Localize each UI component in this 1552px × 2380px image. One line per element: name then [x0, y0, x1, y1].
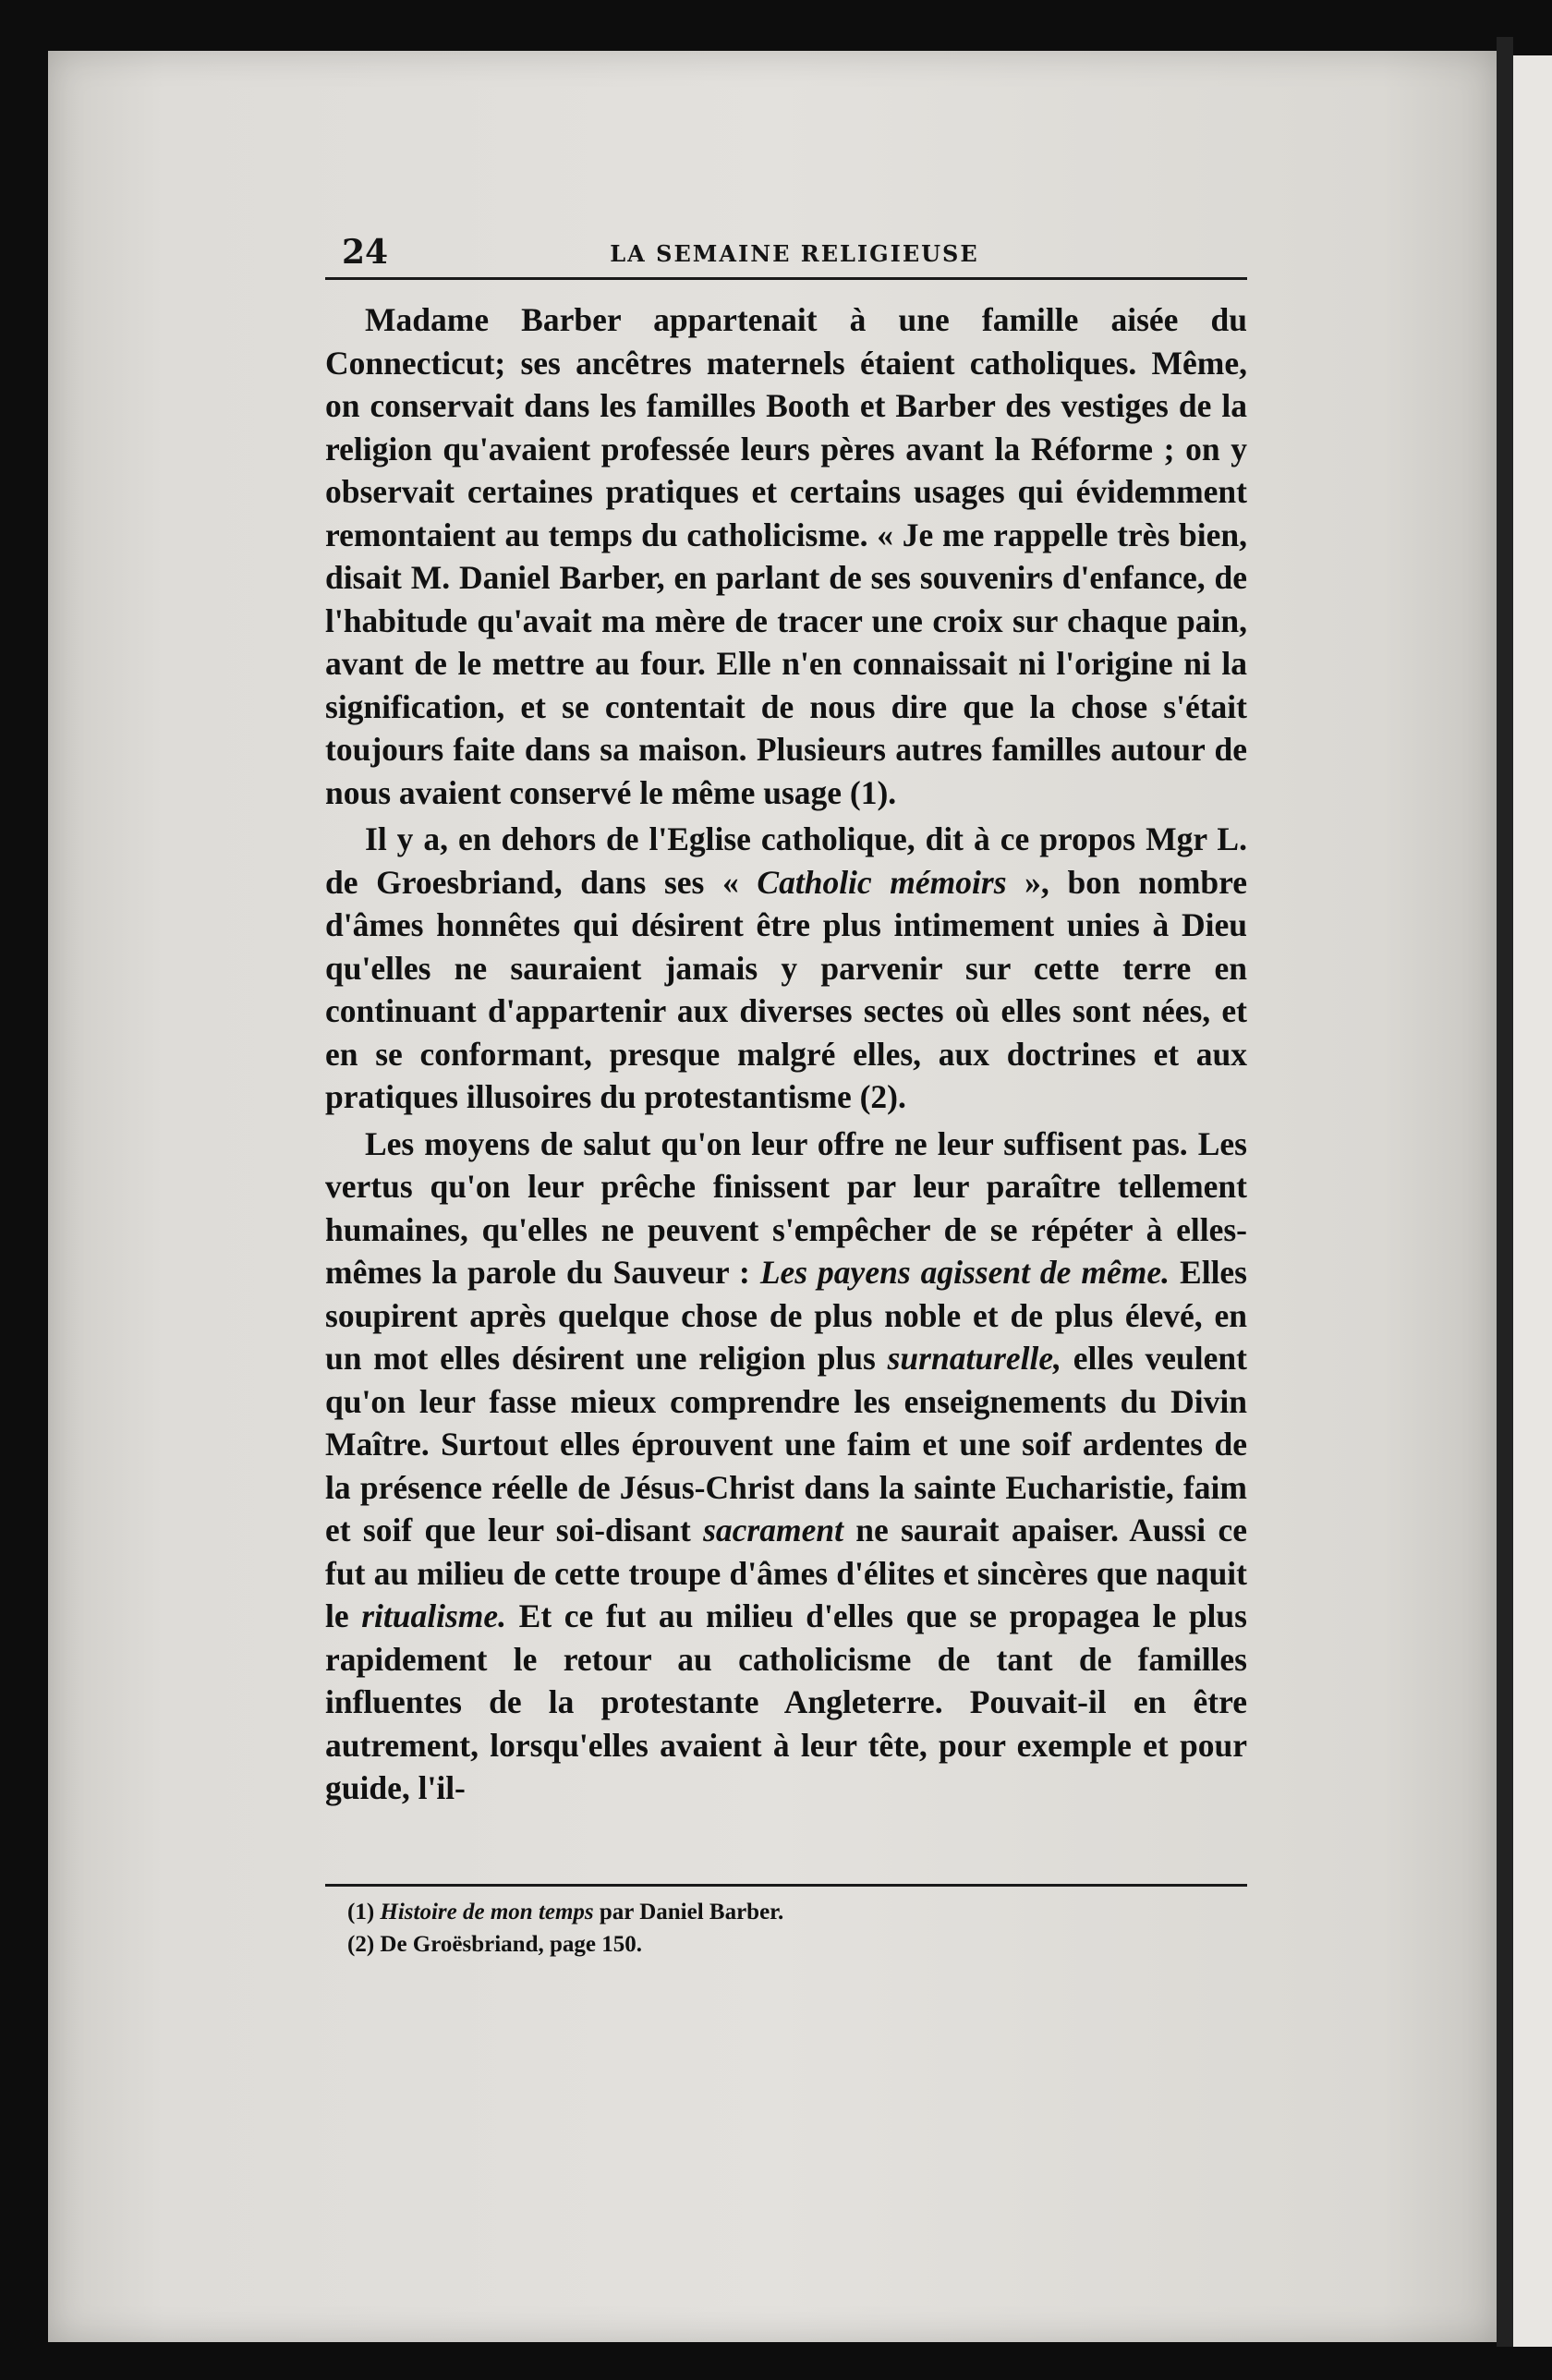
text-segment: elles veulent qu'on leur fasse mieux comprendre les enseignements du Divin Maître. Surtout elles éprouvent une faim et une soif ardentes de la présence réelle de Jésus-Christ dans la sainte Eucharistie, faim et soif que leur soi-disant	[325, 1340, 1247, 1548]
text-segment: par Daniel Barber.	[593, 1900, 784, 1925]
header-rule	[325, 277, 1247, 280]
text-segment: », bon nombre d'âmes honnêtes qui désirent être plus intimement unies à Dieu qu'elles ne sauraient jamais y parvenir sur cette terre en continuant d'appartenir aux diverses sectes où elles sont nées, et en se conformant, presque malgré elles, aux doctrines et aux pratiques illusoires du protestantisme (2).	[325, 863, 1248, 1115]
page-edge-shadow	[1497, 37, 1513, 2347]
footnote	[347, 1928, 1234, 1961]
italic-word: sacrament	[703, 1512, 843, 1548]
footnote	[347, 1896, 1234, 1928]
italic-title: Catholic mémoirs	[757, 863, 1007, 901]
text-segment: ne saurait apaiser. Aussi ce fut au milieu de cette troupe d'âmes d'élites et sincères que naquit le	[325, 1512, 1247, 1634]
italic-word: surnaturelle,	[887, 1340, 1062, 1377]
italic-title: Histoire de mon temps	[380, 1900, 594, 1925]
footnotes	[347, 1896, 1234, 1961]
body-text	[325, 298, 1247, 1810]
paragraph	[325, 818, 1247, 1119]
text-segment: Et ce fut au milieu d'elles que se propagea le plus rapidement le retour au catholicisme de tant de familles influentes de la protestante Angleterre. Pouvait-il en être autrement, lorsqu'elles avaient à leur tête, pour exemple et pour guide, l'il-	[325, 1597, 1247, 1806]
footnote-marker: (1)	[347, 1900, 381, 1925]
footnote-rule	[325, 1884, 1247, 1887]
text-segment: Les moyens de salut qu'on leur offre ne leur suffisent pas. Les vertus qu'on leur prêche finissent par leur paraître tellement humaines, qu'elles ne peuvent s'empêcher de se répéter à elles-mêmes la parole du Sauveur :	[325, 1124, 1247, 1291]
italic-quote: Les payens agissent de même.	[759, 1254, 1170, 1291]
page-number: 24	[342, 233, 389, 272]
page-header	[342, 233, 1247, 275]
adjacent-page-strip	[1513, 55, 1552, 2347]
text-segment: Elles soupirent après quelque chose de plus noble et de plus élevé, en un mot elles désirent une religion plus	[325, 1254, 1247, 1377]
italic-word: ritualisme.	[361, 1597, 507, 1634]
text-segment: (2) De Groësbriand, page 150.	[347, 1932, 642, 1957]
text-segment: Madame Barber appartenait à une famille aisée du Connecticut; ses ancêtres maternels étaient catholiques. Même, on conservait dans les familles Booth et Barber des vestiges de la religion qu'avaient professée leurs pères avant la Réforme ; on y observait certaines pratiques et certains usages qui évidemment remontaient au temps du catholicisme. « Je me rappelle très bien, disait M. Daniel Barber, en parlant de ses souvenirs d'enfance, de l'habitude qu'avait ma mère de tracer une croix sur chaque pain, avant de le mettre au four. Elle n'en connaissait ni l'origine ni la signification, et se contentait de nous dire que la chose s'était toujours faite dans sa maison. Plusieurs autres familles autour de nous avaient conservé le même usage (1).	[325, 301, 1247, 811]
text-segment: Il y a, en dehors de l'Eglise catholique, dit à ce propos Mgr L. de Groesbriand, dans ses «	[325, 820, 1247, 901]
running-title: LA SEMAINE RELIGIEUSE	[610, 240, 979, 267]
paragraph	[325, 298, 1247, 814]
paragraph	[325, 1123, 1247, 1810]
